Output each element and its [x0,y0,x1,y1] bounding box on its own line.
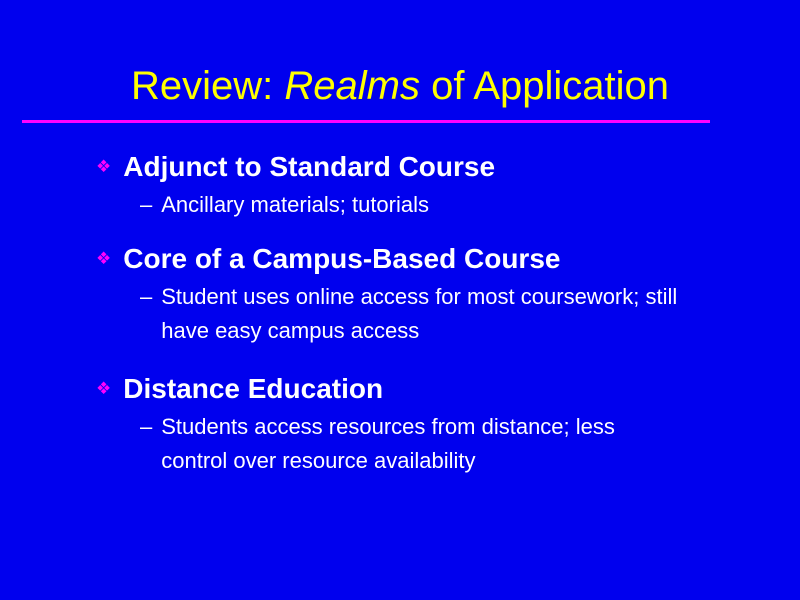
sub-list-item [0,410,800,478]
spacer [0,354,800,370]
list-item-label: Distance Education [123,373,384,404]
title-block [0,62,800,110]
page-title [0,62,800,110]
diamond-bullet-icon: ❖ [96,249,112,268]
title-suffix: of Application [419,64,670,108]
spacer [0,228,800,240]
title-emphasis: Realms [284,64,420,108]
list-item [0,370,800,408]
slide-content [0,148,800,484]
dash-bullet-icon: – [140,284,153,309]
sub-list-item [0,188,800,222]
sub-list-item-label: Ancillary materials; tutorials [161,192,429,217]
dash-bullet-icon: – [140,192,153,217]
list-item-label: Core of a Campus-Based Course [123,243,561,274]
diamond-bullet-icon: ❖ [96,379,112,398]
sub-list-item-label: Student uses online access for most coursework; still have easy campus access [161,284,678,343]
title-divider [22,120,710,123]
dash-bullet-icon: – [140,414,153,439]
list-item [0,240,800,278]
list-item-label: Adjunct to Standard Course [123,151,496,182]
sub-list-item [0,280,800,348]
diamond-bullet-icon: ❖ [96,157,112,176]
title-prefix: Review: [130,64,285,108]
list-item [0,148,800,186]
sub-list-item-label: Students access resources from distance; less control over resource availability [161,414,615,473]
